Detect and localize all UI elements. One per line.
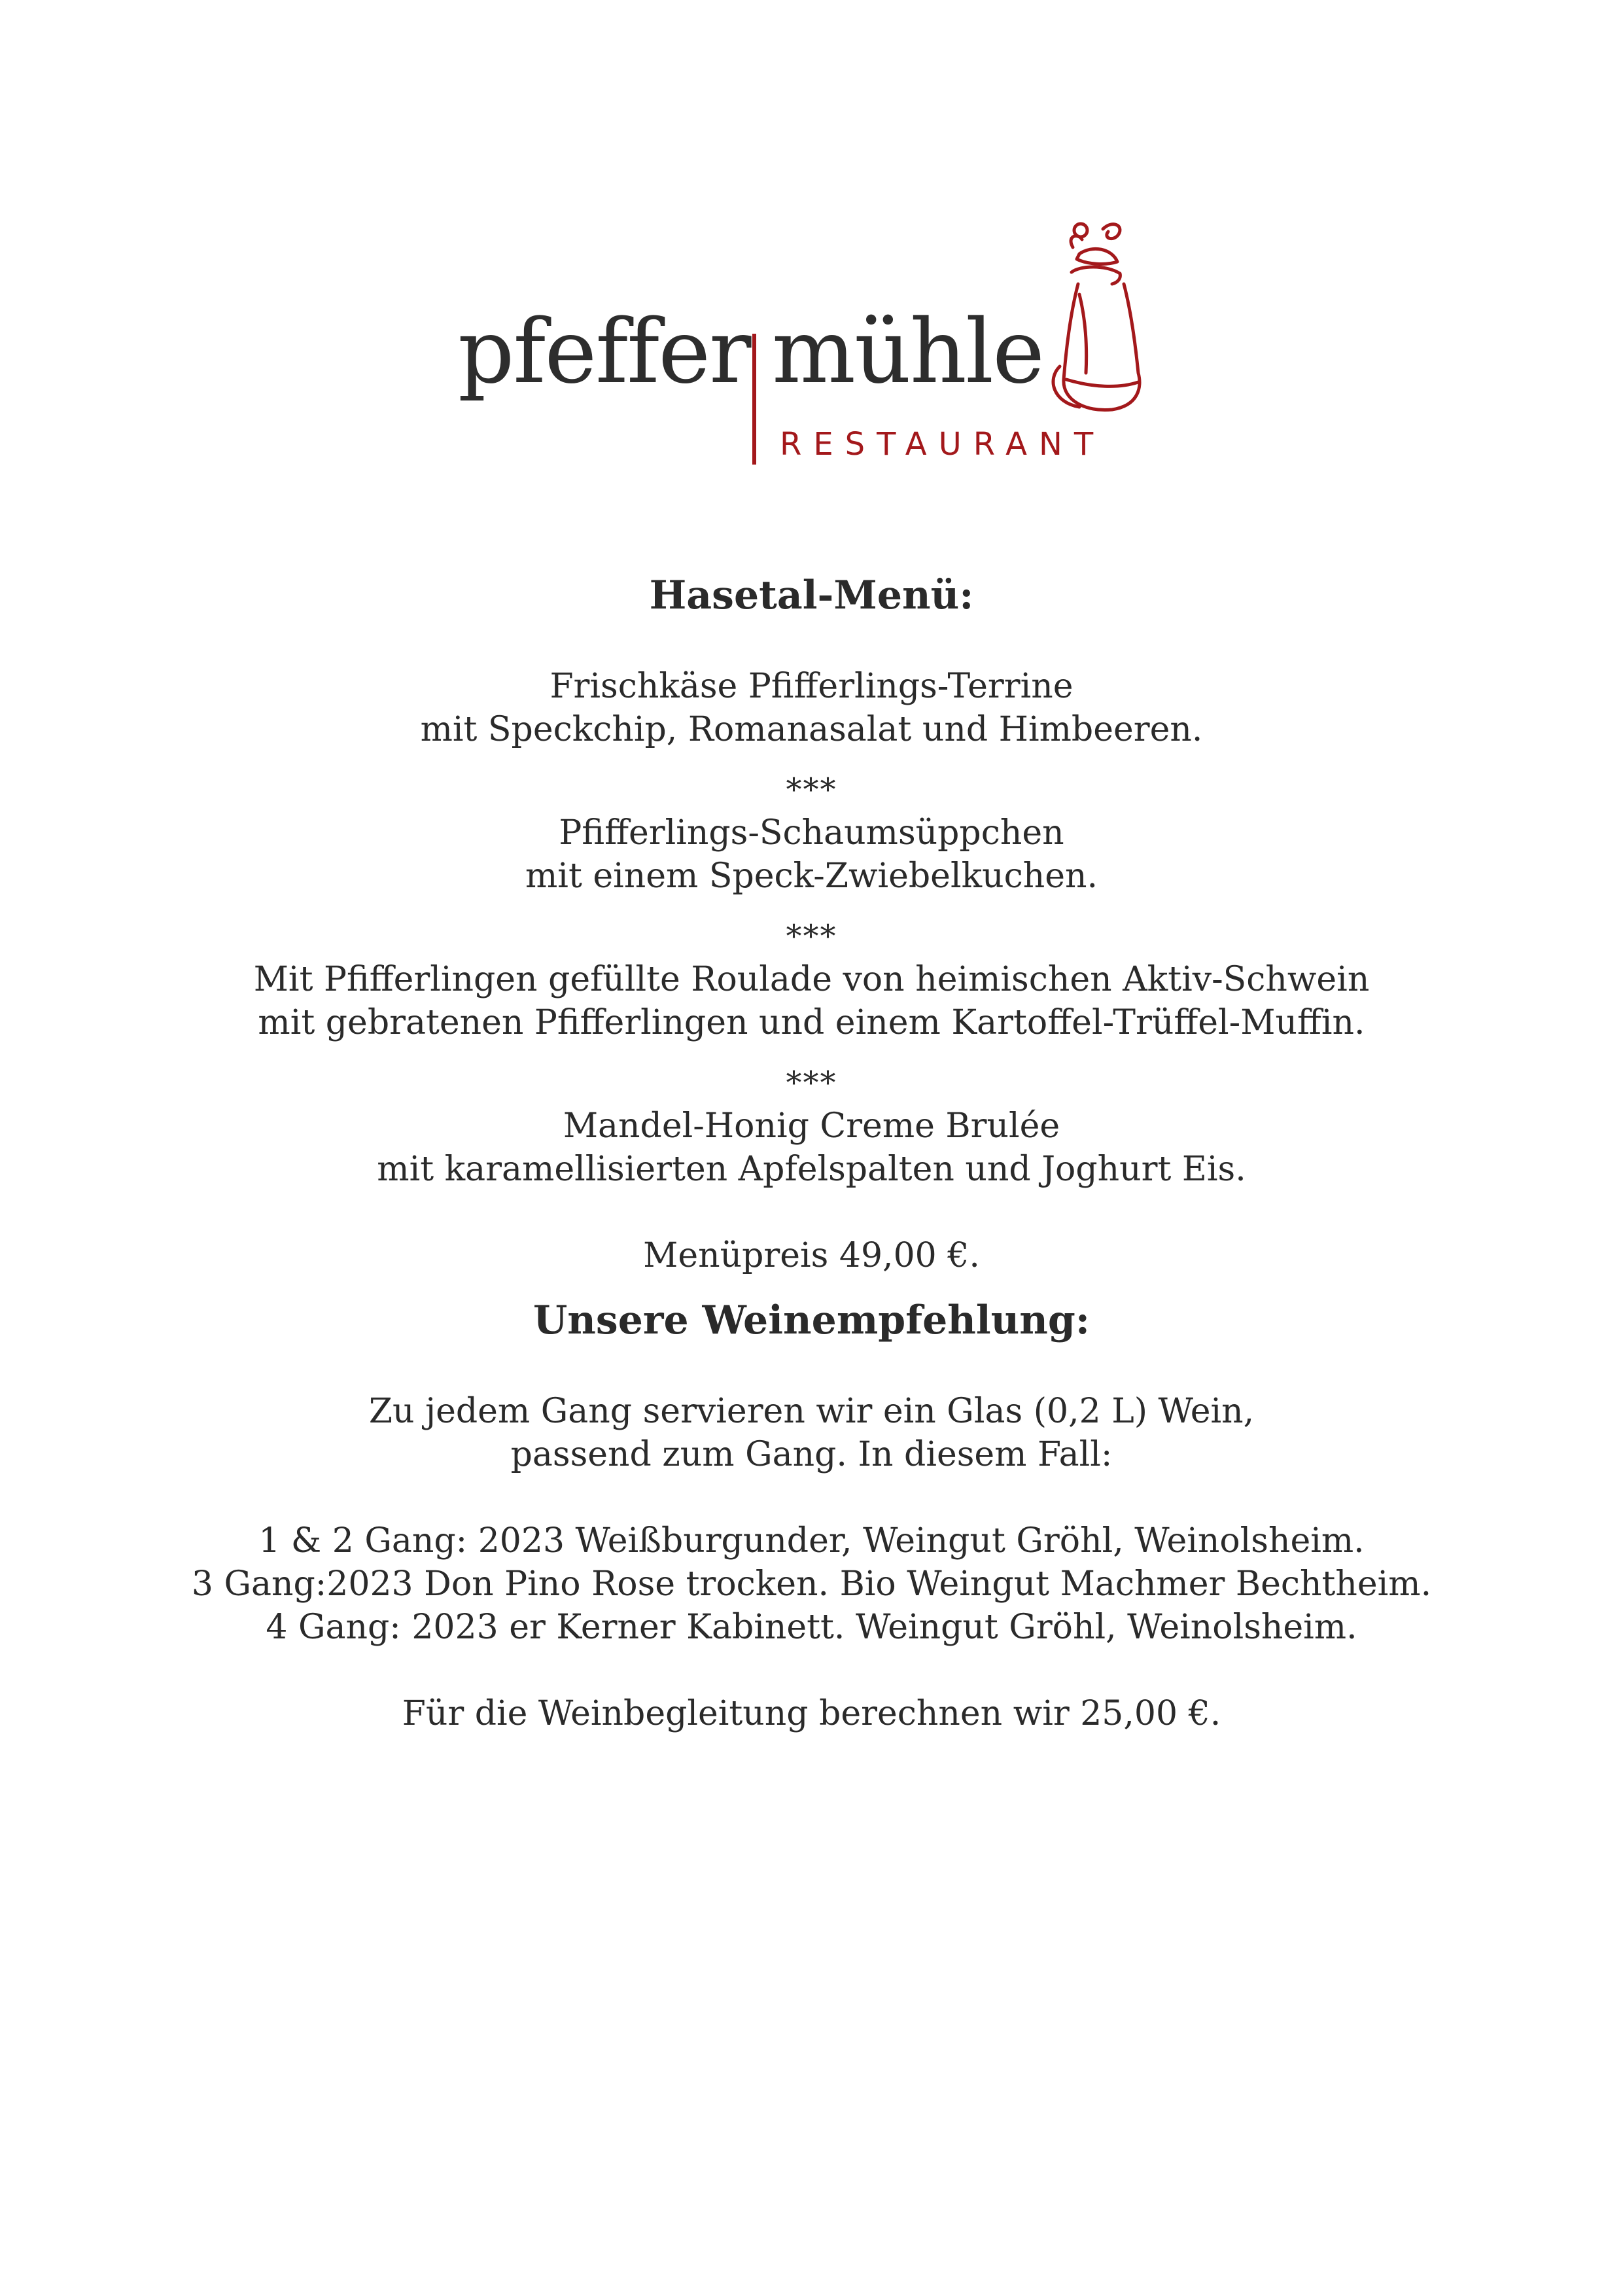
course-separator: *** bbox=[786, 1065, 837, 1101]
course-2-line-2: mit einem Speck-Zwiebelkuchen. bbox=[525, 857, 1098, 896]
logo-divider bbox=[752, 334, 756, 465]
course-separator: *** bbox=[786, 771, 837, 808]
wine-title: Unsere Weinempfehlung: bbox=[532, 1298, 1090, 1343]
course-3-line-2: mit gebratenen Pfifferlingen und einem Kartoffel-Trüffel-Muffin. bbox=[258, 1003, 1365, 1042]
course-separator: *** bbox=[786, 918, 837, 955]
wine-pairing-2: 3 Gang:2023 Don Pino Rose trocken. Bio Weingut Machmer Bechtheim. bbox=[191, 1564, 1432, 1604]
course-4-line-1: Mandel-Honig Creme Brulée bbox=[563, 1106, 1060, 1146]
course-4-line-2: mit karamellisierten Apfelspalten und Joghurt Eis. bbox=[377, 1150, 1246, 1189]
wine-pairing-1: 1 & 2 Gang: 2023 Weißburgunder, Weingut Gröhl, Weinolsheim. bbox=[258, 1521, 1365, 1561]
wine-intro-line-2: passend zum Gang. In diesem Fall: bbox=[510, 1435, 1113, 1474]
logo-word-muehle: mühle bbox=[772, 300, 1043, 403]
course-3-line-1: Mit Pfifferlingen gefüllte Roulade von heimischen Aktiv-Schwein bbox=[253, 960, 1370, 999]
restaurant-logo bbox=[445, 209, 1164, 484]
course-2-line-1: Pfifferlings-Schaumsüppchen bbox=[559, 813, 1064, 853]
menu-price: Menüpreis 49,00 €. bbox=[643, 1236, 980, 1275]
course-1 bbox=[0, 665, 1623, 751]
course-1-line-1: Frischkäse Pfifferlings-Terrine bbox=[550, 667, 1073, 706]
menu-content bbox=[0, 569, 1623, 1735]
course-1-line-2: mit Speckchip, Romanasalat und Himbeeren. bbox=[420, 710, 1203, 749]
logo-subtitle: RESTAURANT bbox=[780, 426, 1106, 463]
pepper-mill-icon bbox=[1040, 216, 1151, 425]
logo-word-pfeffer: pfeffer bbox=[458, 300, 750, 403]
wine-price: Für die Weinbegleitung berechnen wir 25,00 €. bbox=[402, 1694, 1221, 1733]
course-4 bbox=[0, 1104, 1623, 1191]
wine-pairing-3: 4 Gang: 2023 er Kerner Kabinett. Weingut Gröhl, Weinolsheim. bbox=[266, 1608, 1357, 1647]
menu-title: Hasetal-Menü: bbox=[649, 573, 974, 618]
course-2 bbox=[0, 811, 1623, 898]
wine-intro-line-1: Zu jedem Gang servieren wir ein Glas (0,2 L) Wein, bbox=[368, 1392, 1255, 1431]
course-3 bbox=[0, 958, 1623, 1044]
